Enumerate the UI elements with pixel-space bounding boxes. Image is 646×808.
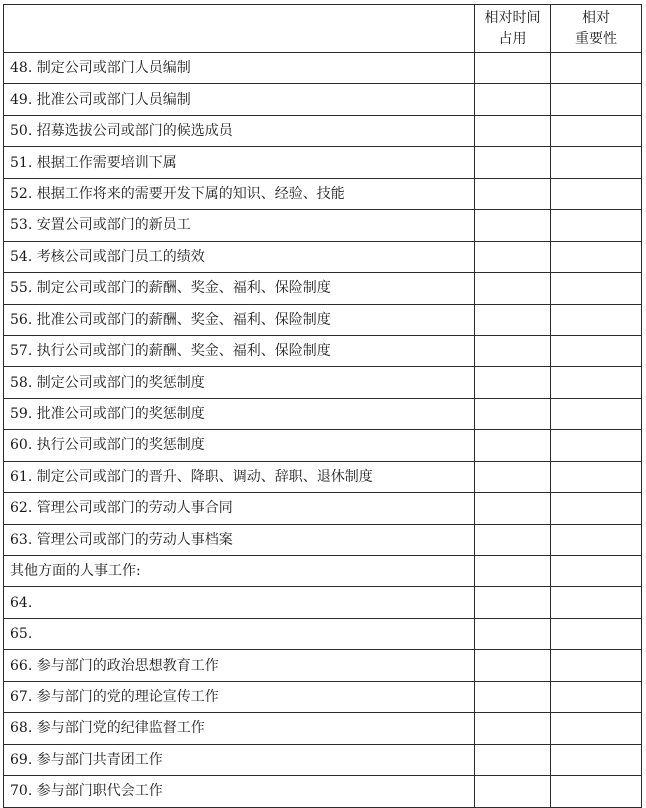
relative-importance-header-line1: 相对 (582, 9, 610, 26)
task-description: 66. 参与部门的政治思想教育工作 (4, 650, 475, 681)
relative-importance-cell[interactable] (551, 241, 642, 272)
task-description: 49. 批准公司或部门人员编制 (4, 84, 475, 115)
table-row (4, 681, 642, 712)
relative-importance-cell[interactable] (551, 713, 642, 744)
table-row (4, 430, 642, 461)
relative-importance-cell[interactable] (551, 147, 642, 178)
relative-time-cell[interactable] (475, 241, 551, 272)
relative-importance-cell[interactable] (551, 493, 642, 524)
relative-importance-cell[interactable] (551, 461, 642, 492)
relative-time-cell[interactable] (475, 524, 551, 555)
table-row (4, 524, 642, 555)
relative-importance-cell[interactable] (551, 210, 642, 241)
relative-importance-cell[interactable] (551, 398, 642, 429)
relative-time-cell[interactable] (475, 556, 551, 587)
relative-time-cell[interactable] (475, 713, 551, 744)
relative-time-column-header (475, 5, 551, 53)
task-description: 53. 安置公司或部门的新员工 (4, 210, 475, 241)
table-row (4, 713, 642, 744)
relative-importance-cell[interactable] (551, 524, 642, 555)
task-description: 其他方面的人事工作: (4, 556, 475, 587)
task-description: 54. 考核公司或部门员工的绩效 (4, 241, 475, 272)
task-description: 55. 制定公司或部门的薪酬、奖金、福利、保险制度 (4, 273, 475, 304)
table-row (4, 304, 642, 335)
table-row (4, 367, 642, 398)
relative-importance-cell[interactable] (551, 744, 642, 775)
relative-importance-cell[interactable] (551, 776, 642, 807)
relative-importance-cell[interactable] (551, 650, 642, 681)
task-description: 67. 参与部门的党的理论宣传工作 (4, 681, 475, 712)
table-row (4, 241, 642, 272)
relative-importance-header-line2: 重要性 (575, 30, 617, 47)
relative-time-cell[interactable] (475, 178, 551, 209)
relative-importance-cell[interactable] (551, 556, 642, 587)
table-row (4, 115, 642, 146)
relative-time-cell[interactable] (475, 461, 551, 492)
relative-importance-cell[interactable] (551, 53, 642, 84)
table-row (4, 556, 642, 587)
task-description: 62. 管理公司或部门的劳动人事合同 (4, 493, 475, 524)
relative-time-cell[interactable] (475, 618, 551, 649)
table-row (4, 147, 642, 178)
table-row (4, 210, 642, 241)
task-description: 51. 根据工作需要培训下属 (4, 147, 475, 178)
table-row (4, 84, 642, 115)
relative-importance-cell[interactable] (551, 681, 642, 712)
relative-time-cell[interactable] (475, 53, 551, 84)
task-description: 70. 参与部门职代会工作 (4, 776, 475, 807)
relative-time-cell[interactable] (475, 304, 551, 335)
table-row (4, 178, 642, 209)
task-description: 50. 招募选拔公司或部门的候选成员 (4, 115, 475, 146)
relative-time-cell[interactable] (475, 681, 551, 712)
relative-time-cell[interactable] (475, 744, 551, 775)
task-description: 63. 管理公司或部门的劳动人事档案 (4, 524, 475, 555)
relative-importance-cell[interactable] (551, 367, 642, 398)
relative-importance-cell[interactable] (551, 430, 642, 461)
relative-importance-cell[interactable] (551, 178, 642, 209)
task-description: 58. 制定公司或部门的奖惩制度 (4, 367, 475, 398)
relative-time-header-line1: 相对时间 (484, 9, 541, 26)
task-description: 60. 执行公司或部门的奖惩制度 (4, 430, 475, 461)
relative-importance-cell[interactable] (551, 273, 642, 304)
relative-time-cell[interactable] (475, 273, 551, 304)
table-row (4, 335, 642, 366)
task-column-header (4, 5, 475, 53)
table-row (4, 493, 642, 524)
relative-time-cell[interactable] (475, 776, 551, 807)
table-header-row (4, 5, 642, 53)
table-row (4, 776, 642, 807)
relative-importance-cell[interactable] (551, 587, 642, 618)
table-row (4, 273, 642, 304)
task-description: 59. 批准公司或部门的奖惩制度 (4, 398, 475, 429)
relative-time-cell[interactable] (475, 587, 551, 618)
relative-time-cell[interactable] (475, 430, 551, 461)
table-row (4, 398, 642, 429)
relative-time-header-line2: 占用 (498, 30, 527, 47)
task-description: 48. 制定公司或部门人员编制 (4, 53, 475, 84)
task-description: 52. 根据工作将来的需要开发下属的知识、经验、技能 (4, 178, 475, 209)
task-description: 56. 批准公司或部门的薪酬、奖金、福利、保险制度 (4, 304, 475, 335)
task-description: 57. 执行公司或部门的薪酬、奖金、福利、保险制度 (4, 335, 475, 366)
relative-time-cell[interactable] (475, 650, 551, 681)
relative-importance-cell[interactable] (551, 335, 642, 366)
relative-importance-cell[interactable] (551, 115, 642, 146)
relative-importance-cell[interactable] (551, 304, 642, 335)
relative-time-cell[interactable] (475, 367, 551, 398)
table-row (4, 744, 642, 775)
task-description: 69. 参与部门共青团工作 (4, 744, 475, 775)
relative-importance-cell[interactable] (551, 618, 642, 649)
relative-time-cell[interactable] (475, 147, 551, 178)
job-analysis-table-page (3, 4, 641, 808)
table-row (4, 618, 642, 649)
table-row (4, 650, 642, 681)
table-row (4, 53, 642, 84)
table-row (4, 461, 642, 492)
job-task-table (3, 4, 642, 808)
relative-time-cell[interactable] (475, 398, 551, 429)
relative-time-cell[interactable] (475, 84, 551, 115)
relative-importance-column-header (551, 5, 642, 53)
relative-time-cell[interactable] (475, 115, 551, 146)
table-row (4, 587, 642, 618)
relative-time-cell[interactable] (475, 210, 551, 241)
relative-time-cell[interactable] (475, 493, 551, 524)
task-description: 64. (4, 587, 475, 618)
task-description: 61. 制定公司或部门的晋升、降职、调动、辞职、退休制度 (4, 461, 475, 492)
task-description: 65. (4, 618, 475, 649)
relative-time-cell[interactable] (475, 335, 551, 366)
task-description: 68. 参与部门党的纪律监督工作 (4, 713, 475, 744)
relative-importance-cell[interactable] (551, 84, 642, 115)
